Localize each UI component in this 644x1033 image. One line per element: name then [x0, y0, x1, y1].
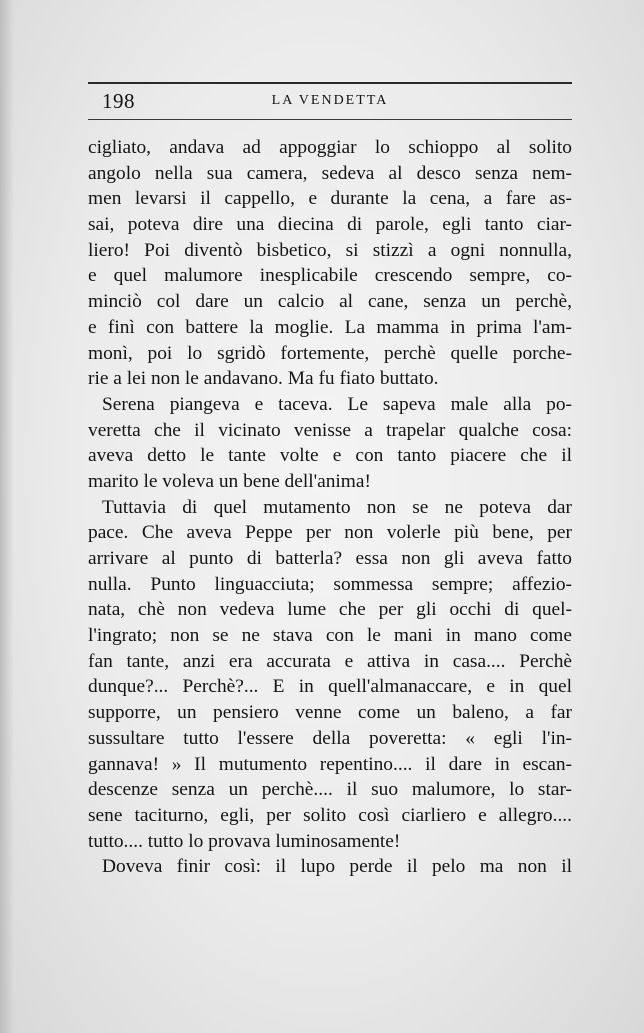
text-line: men levarsi il cappello, e durante la cena, a fare as-	[88, 188, 572, 210]
text-line: descenze senza un perchè.... il suo malumore, lo star-	[88, 779, 572, 801]
page-gutter-shadow	[0, 0, 14, 1033]
text-line: fan tante, anzi era accurata e attiva in casa.... Perchè	[88, 650, 572, 672]
running-header	[88, 82, 572, 122]
text-line: sai, poteva dire una diecina di parole, egli tanto ciar-	[88, 214, 572, 236]
body-text	[88, 135, 572, 880]
text-line: supporre, un pensiero venne come un baleno, a far	[88, 702, 572, 724]
text-line: l'ingrato; non se ne stava con le mani in mano come	[88, 625, 572, 647]
text-line: tutto.... tutto lo provava luminosamente!	[88, 830, 401, 852]
text-line: e quel malumore inesplicabile crescendo sempre, co-	[88, 265, 572, 287]
text-line: rie a lei non le andavano. Ma fu fiato buttato.	[88, 368, 439, 390]
running-title: LA VENDETTA	[271, 93, 389, 108]
page-number: 198	[102, 89, 135, 113]
text-line: monì, poi lo sgridò fortemente, perchè quelle porche-	[88, 342, 572, 364]
text-line: gannava! » Il mutumento repentino.... il dare in escan-	[88, 753, 572, 775]
text-line: sussultare tutto l'essere della poveretta: « egli l'in-	[88, 727, 572, 749]
text-line: veretta che il vicinato venisse a trapelar qualche cosa:	[88, 419, 572, 441]
text-line: aveva detto le tante volte e con tanto piacere che il	[88, 445, 572, 467]
text-line: e finì con battere la moglie. La mamma in prima l'am-	[88, 316, 572, 338]
text-line: angolo nella sua camera, sedeva al desco senza nem-	[88, 162, 572, 184]
text-line: liero! Poi diventò bisbetico, si stizzì a ogni nonnulla,	[88, 239, 572, 261]
text-line: sene taciturno, egli, per solito così ciarliero e allegro....	[88, 804, 572, 826]
text-line: arrivare al punto di batterla? essa non gli aveva fatto	[88, 548, 572, 569]
text-line: marito le voleva un bene dell'anima!	[88, 470, 371, 492]
header-rule-bottom	[88, 119, 572, 120]
text-line: pace. Che aveva Peppe per non volerle più bene, per	[88, 522, 572, 544]
text-line: nulla. Punto linguacciuta; sommessa sempre; affezio-	[88, 573, 572, 595]
text-line: dunque?... Perchè?... E in quell'almanaccare, e in quel	[88, 676, 572, 698]
text-line: minciò col dare un calcio al cane, senza un perchè,	[88, 291, 572, 313]
text-line: Doveva finir così: il lupo perde il pelo ma non il	[102, 856, 572, 878]
header-rule-top	[88, 82, 572, 84]
text-line: Tuttavia di quel mutamento non se ne poteva dar	[102, 496, 572, 518]
text-line: nata, chè non vedeva lume che per gli occhi di quel-	[88, 599, 572, 621]
text-line: Serena piangeva e taceva. Le sapeva male alla po-	[102, 393, 572, 415]
text-line: cigliato, andava ad appoggiar lo schioppo al solito	[88, 137, 572, 158]
